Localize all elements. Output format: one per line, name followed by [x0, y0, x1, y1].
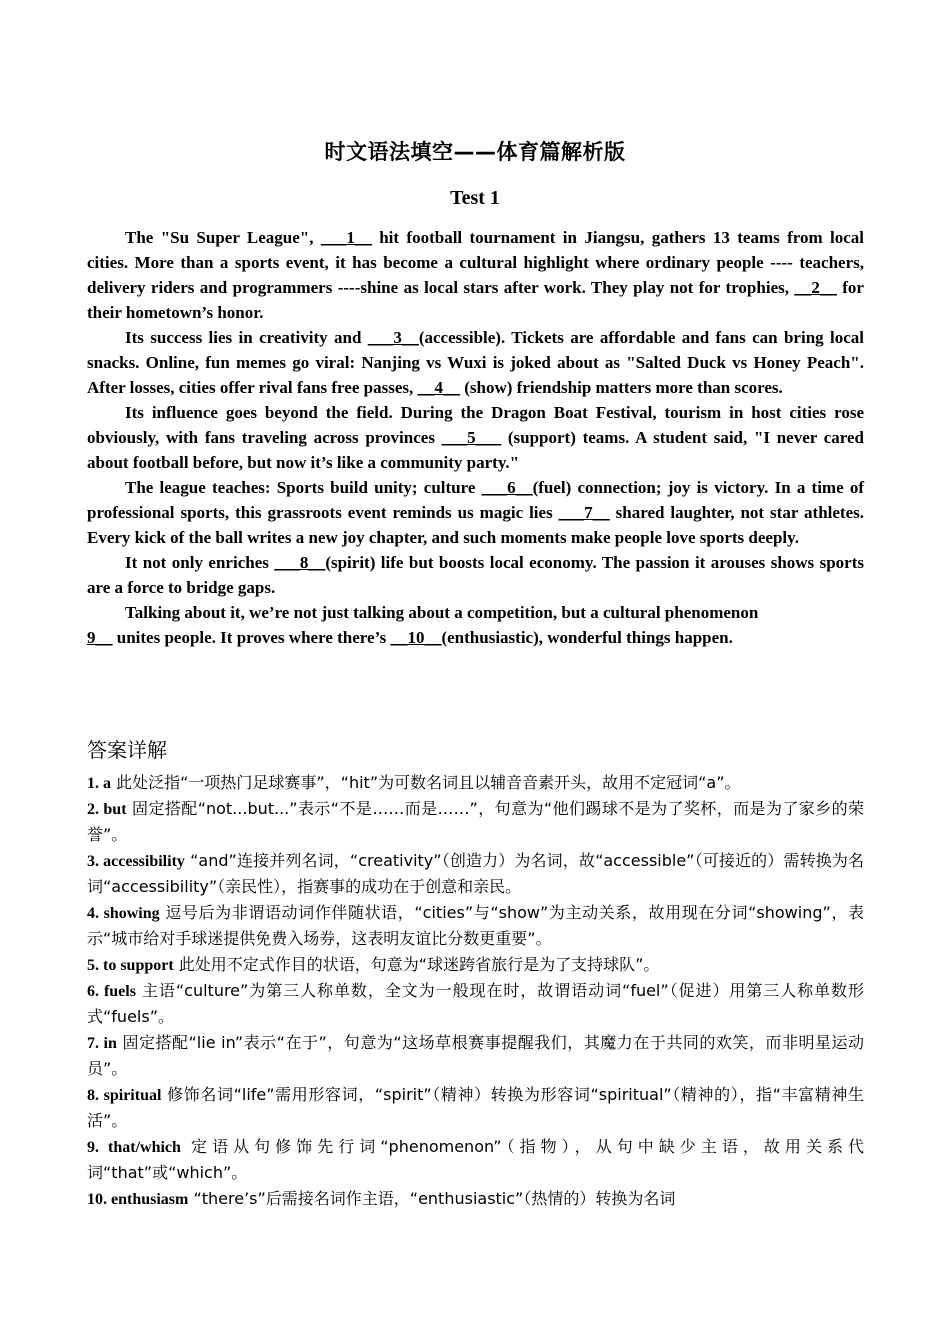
passage-text: hit football tournament in Jiangsu, gathers 13 teams from local cities. More than a sports event, it has become a cultural highlight where ordinary people ---- teachers, delivery riders and programmers ----shine as local stars after work. They play not for trophies, [87, 228, 864, 297]
answers-heading: 答案详解 [87, 738, 167, 762]
blank-3: ___3__ [367, 328, 419, 347]
answer-item [87, 770, 864, 796]
passage-text: (spirit) life but boosts local economy. The passion it arouses shows sports are a force to bridge gaps. [87, 553, 865, 597]
test-label: Test 1 [450, 187, 500, 209]
passage-text: (show) friendship matters more than scores. [459, 378, 783, 397]
answer-item [87, 978, 864, 1030]
answer-key: 9. that/which [87, 1139, 181, 1156]
answer-item [87, 1134, 864, 1186]
blank-7: ___7__ [558, 503, 610, 522]
answer-key: 4. showing [87, 905, 160, 922]
passage-text: unites people. It proves where there’s [112, 628, 391, 647]
answer-item [87, 1186, 864, 1212]
answer-key: 2. but [87, 801, 127, 818]
answer-item [87, 900, 864, 952]
answer-explanation: “there’s”后需接名词作主语，“enthusiastic”（热情的）转换为名词 [188, 1189, 676, 1208]
answer-key: 1. a [87, 775, 111, 792]
blank-6: ___6__ [481, 478, 533, 497]
answer-key: 6. fuels [87, 983, 136, 1000]
passage-text: (fuel) connection; joy is victory. In a time of professional sports, this grassroots event reminds us magic lies [87, 478, 864, 522]
answer-explanation: 主语“culture”为第三人称单数，全文为一般现在时，故谓语动词“fuel”（促进）用第三人称单数形式“fuels”。 [87, 981, 864, 1026]
passage-text: Talking about it, we’re not just talking about a competition, but a cultural phenomenon [125, 603, 759, 622]
answer-item [87, 952, 864, 978]
passage-paragraph-4 [87, 475, 864, 550]
answer-item [87, 1082, 864, 1134]
answer-key: 5. to support [87, 957, 174, 974]
passage-text: for their hometown’s honor. [87, 278, 864, 322]
answer-explanation: 逗号后为非谓语动词作伴随状语，“cities”与“show”为主动关系，故用现在分词“showing”，表示“城市给对手球迷提供免费入场券，这表明友谊比分数更重要”。 [87, 903, 864, 948]
answer-key: 10. enthusiasm [87, 1191, 189, 1208]
answer-explanation: 修饰名词“life”需用形容词，“spirit”（精神）转换为形容词“spiritual”（精神的），指“丰富精神生活”。 [87, 1085, 865, 1130]
answer-explanation: “and”连接并列名词，“creativity”（创造力）为名词，故“accessible”（可接近的）需转换为名词“accessibility”（亲民性），指赛事的成功在于创意和亲民。 [87, 851, 864, 896]
blank-1: ___1__ [320, 228, 372, 247]
answer-explanation: 此处泛指“一项热门足球赛事”，“hit”为可数名词且以辅音音素开头，故用不定冠词“a”。 [111, 773, 741, 792]
blank-10: __10__ [390, 628, 442, 647]
answer-explanation: 此处用不定式作目的状语，句意为“球迷跨省旅行是为了支持球队”。 [173, 955, 660, 974]
blank-8: ___8__ [274, 553, 326, 572]
answer-explanation: 定语从句修饰先行词“phenomenon”（指物），从句中缺少主语，故用关系代词“that”或“which”。 [87, 1137, 864, 1182]
answer-explanation: 固定搭配“lie in”表示“在于”，句意为“这场草根赛事提醒我们，其魔力在于共同的欢笑，而非明星运动员”。 [87, 1033, 864, 1078]
passage-paragraph-6-cont [87, 625, 864, 650]
passage-text: (enthusiastic), wonderful things happen. [441, 628, 733, 647]
blank-5: ___5___ [441, 428, 502, 447]
passage-text: The league teaches: Sports build unity; culture [125, 478, 482, 497]
passage-text: (support) teams. A student said, "I never cared about football before, but now it’s like a community party." [87, 428, 864, 472]
page-title: 时文语法填空——体育篇解析版 [324, 140, 626, 164]
passage-paragraph-1 [87, 225, 864, 325]
passage-text: Its success lies in creativity and [125, 328, 368, 347]
answer-item [87, 848, 864, 900]
answers-list [87, 770, 864, 1212]
passage-text: (accessible). Tickets are affordable and fans can bring local snacks. Online, fun memes go viral: Nanjing vs Wuxi is joked about as "Salted Duck vs Honey Peach". After losses, cities offer rival fans free passes, [87, 328, 865, 397]
passage-paragraph-5 [87, 550, 864, 600]
passage-text: The "Su Super League", [125, 228, 321, 247]
passage-paragraph-3 [87, 400, 864, 475]
answer-item [87, 796, 864, 848]
passage-text: shared laughter, not star athletes. Every kick of the ball writes a new joy chapter, and such moments make people love sports deeply. [87, 503, 864, 547]
passage [87, 225, 864, 650]
blank-9: 9__ [87, 628, 113, 647]
passage-paragraph-2 [87, 325, 864, 400]
passage-text: Its influence goes beyond the field. During the Dragon Boat Festival, tourism in host cities rose obviously, with fans traveling across provinces [87, 403, 864, 447]
answer-key: 8. spiritual [87, 1087, 162, 1104]
passage-text: It not only enriches [125, 553, 275, 572]
blank-2: __2__ [794, 278, 837, 297]
passage-paragraph-6 [87, 600, 864, 625]
answer-explanation: 固定搭配“not...but...”表示“不是……而是……”，句意为“他们踢球不是为了奖杯，而是为了家乡的荣誉”。 [87, 799, 865, 844]
blank-4: __4__ [417, 378, 460, 397]
answer-item [87, 1030, 864, 1082]
answer-key: 7. in [87, 1035, 117, 1052]
answer-key: 3. accessibility [87, 853, 185, 870]
